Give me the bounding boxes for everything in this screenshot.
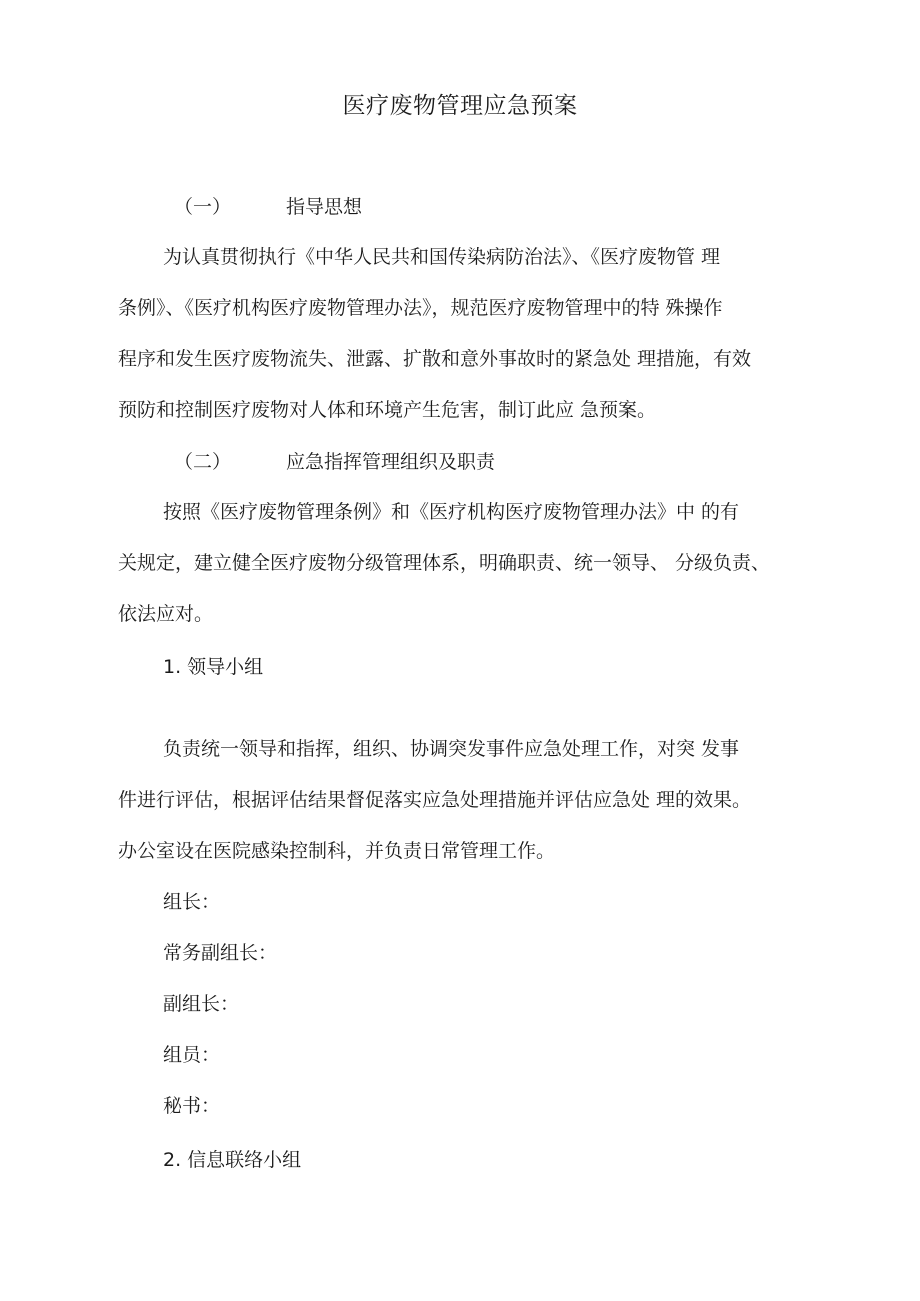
section-1-title: 指导思想 — [286, 196, 363, 218]
group-1-line-2: 件进行评估，根据评估结果督促落实应急处理措施并评估应急处 理的效果。 — [118, 789, 752, 811]
section-1-line-2: 条例》、《医疗机构医疗废物管理办法》，规范医疗废物管理中的特 殊操作 — [118, 297, 723, 319]
group-1-line-1: 负责统一领导和指挥，组织、协调突发事件应急处理工作，对突 发事 — [163, 738, 740, 760]
role-member: 组员： — [163, 1044, 221, 1066]
group-1-line-3: 办公室设在医院感染控制科，并负责日常管理工作。 — [118, 840, 556, 862]
section-1-line-4: 预防和控制医疗废物对人体和环境产生危害，制订此应 急预案。 — [118, 399, 657, 421]
section-1-line-3: 程序和发生医疗废物流失、泄露、扩散和意外事故时的紧急处 理措施，有效 — [118, 348, 752, 370]
section-1-heading — [174, 193, 362, 221]
group-2-heading: 2. 信息联络小组 — [163, 1149, 302, 1171]
section-2-line-2: 关规定，建立健全医疗废物分级管理体系，明确职责、统一领导、 分级负责、 — [118, 552, 771, 574]
section-1-line-1: 为认真贯彻执行《中华人民共和国传染病防治法》、《医疗废物管 理 — [163, 246, 721, 268]
role-executive-deputy-leader: 常务副组长： — [163, 942, 278, 964]
section-1-number: （一） — [174, 196, 232, 218]
role-secretary: 秘书： — [163, 1095, 221, 1117]
group-1-heading: 1. 领导小组 — [163, 656, 264, 678]
document-title: 医疗废物管理应急预案 — [342, 93, 578, 119]
role-leader: 组长： — [163, 891, 221, 913]
role-deputy-leader: 副组长： — [163, 993, 240, 1015]
section-2-title: 应急指挥管理组织及职责 — [286, 451, 496, 473]
section-2-number: （二） — [174, 451, 232, 473]
section-2-heading — [174, 448, 495, 476]
section-2-line-1: 按照《医疗废物管理条例》和《医疗机构医疗废物管理办法》中 的有 — [163, 501, 740, 523]
section-2-line-3: 依法应对。 — [118, 603, 214, 625]
